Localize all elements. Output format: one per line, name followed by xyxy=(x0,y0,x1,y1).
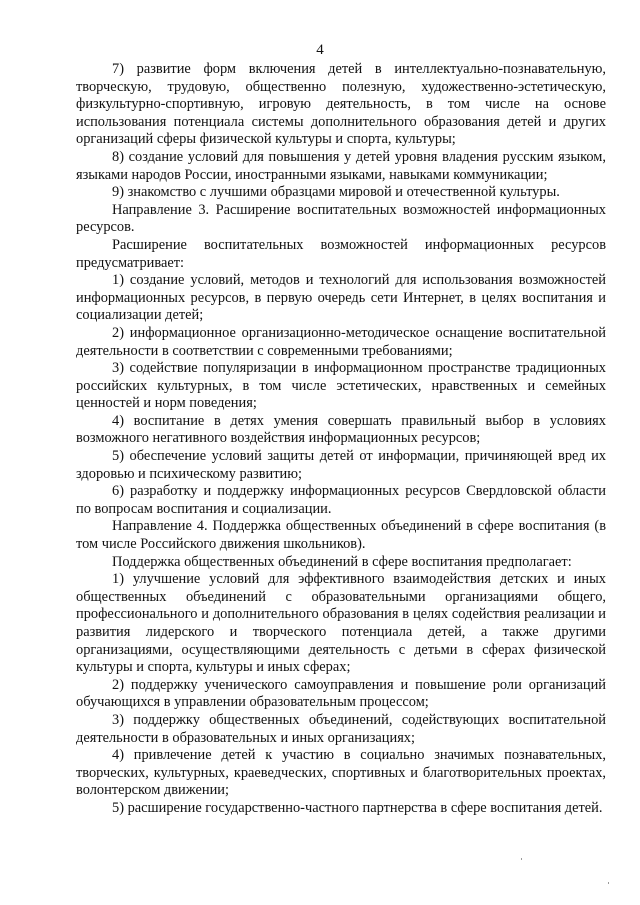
paragraph-d3-item-5: 5) обеспечение условий защиты детей от информации, причиняющей вред их здоровью и психическому развитию; xyxy=(76,448,606,482)
page-number: 4 xyxy=(316,42,324,58)
paragraph-d4-item-1: 1) улучшение условий для эффективного взаимодействия детских и иных общественных объединений с образовательными организациями общего, профессионального и дополнительного образования в целях содействия реализации и развития лидерского и творческого потенциала детей, а также другими организациями, осуществляющими деятельность с детьми в сферах физической культуры и спорта, культуры и иных сферах; xyxy=(76,571,606,676)
paragraph-item-8-language-skills: 8) создание условий для повышения у детей уровня владения русским языком, языками народов России, иностранными языками, навыками коммуникации; xyxy=(76,148,606,183)
paragraph-direction-4-intro: Поддержка общественных объединений в сфере воспитания предполагает: xyxy=(112,553,572,570)
scan-speck xyxy=(521,858,522,860)
paragraph-direction-3-intro: Расширение воспитательных возможностей информационных ресурсов предусматривает: xyxy=(76,236,606,271)
paragraph-d3-item-6: 6) разработку и поддержку информационных ресурсов Свердловской области по вопросам воспитания и социализации. xyxy=(76,483,606,517)
paragraph-item-9-culture-samples: 9) знакомство с лучшими образцами мировой и отечественной культуры. xyxy=(112,184,560,201)
paragraph-d4-item-5: 5) расширение государственно-частного партнерства в сфере воспитания детей. xyxy=(112,799,603,816)
paragraph-d3-item-3: 3) содействие популяризации в информационном пространстве традиционных российских культурных, в том числе эстетических, нравственных и семейных ценностей и норм поведения; xyxy=(76,360,606,412)
scan-speck xyxy=(608,882,609,884)
body-text xyxy=(76,61,606,818)
paragraph-d4-item-3: 3) поддержку общественных объединений, содействующих воспитательной деятельности в образовательных и иных организациях; xyxy=(76,711,606,746)
paragraph-d3-item-1: 1) создание условий, методов и технологий для использования возможностей информационных ресурсов, в первую очередь сети Интернет, в целях воспитания и социализации детей; xyxy=(76,272,606,324)
paragraph-d4-item-2: 2) поддержку ученического самоуправления и повышение роли организаций обучающихся в управлении образовательным процессом; xyxy=(76,676,606,711)
paragraph-d3-item-4: 4) воспитание в детях умения совершать правильный выбор в условиях возможного негативного воздействия информационных ресурсов; xyxy=(76,412,606,447)
paragraph-item-7-forms-of-involvement: 7) развитие форм включения детей в интеллектуально-познавательную, творческую, трудовую, общественно полезную, художественно-эстетическую, физкультурно-спортивную, игровую деятельность, в том числе на основе использования потенциала системы дополнительного образования детей и других организаций сферы физической культуры и спорта, культуры; xyxy=(76,61,606,148)
section-heading-direction-4: Направление 4. Поддержка общественных объединений в сфере воспитания (в том числе Российского движения школьников). xyxy=(76,518,606,553)
paragraph-d4-item-4: 4) привлечение детей к участию в социально значимых познавательных, творческих, культурных, краеведческих, спортивных и благотворительных проектах, волонтерском движении; xyxy=(76,747,606,799)
paragraph-d3-item-2: 2) информационное организационно-методическое оснащение воспитательной деятельности в соответствии с современными требованиями; xyxy=(76,324,606,359)
section-heading-direction-3: Направление 3. Расширение воспитательных возможностей информационных ресурсов. xyxy=(76,201,606,236)
